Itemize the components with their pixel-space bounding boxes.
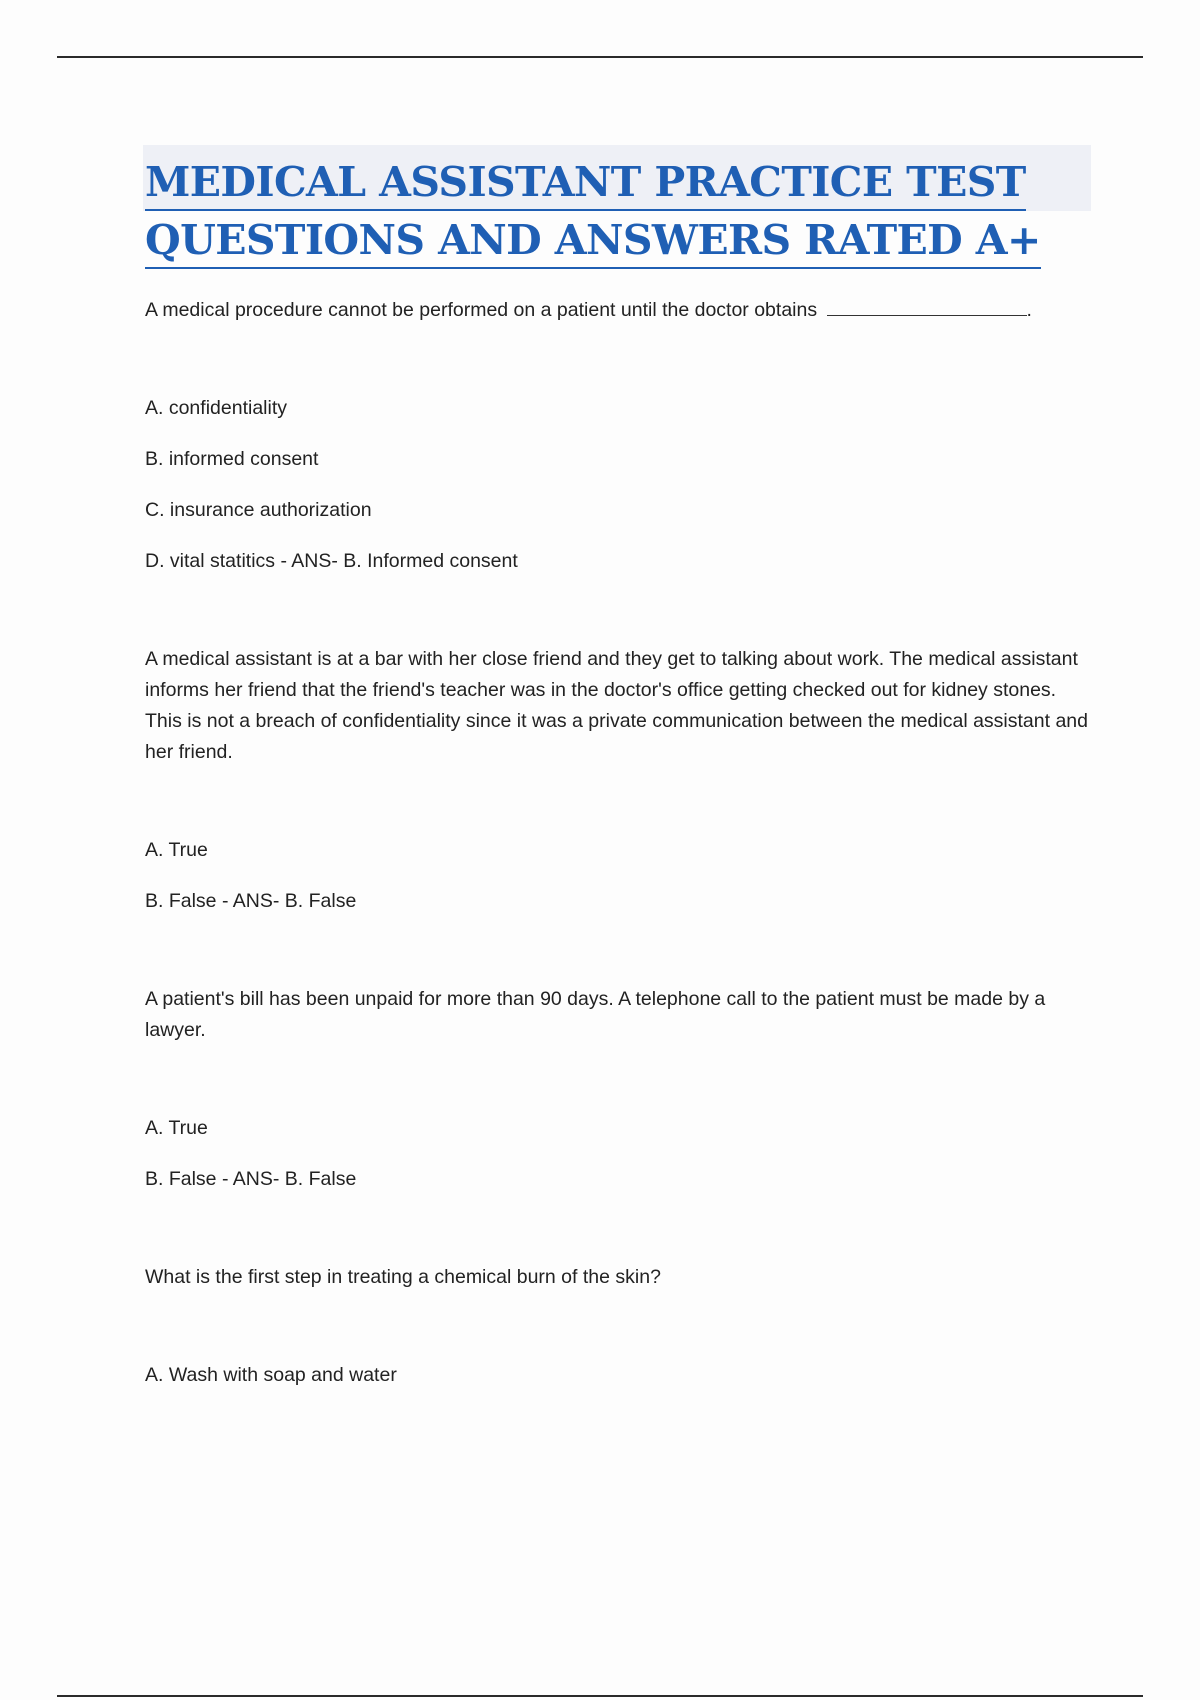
bottom-rule (57, 1695, 1143, 1697)
title-line-2: QUESTIONS AND ANSWERS RATED A+ (145, 215, 1041, 269)
question-3-text: A patient's bill has been unpaid for more than 90 days. A telephone call to the patient must be made by a lawyer. (145, 988, 1046, 1041)
answer-option: A. confidentiality (145, 397, 287, 419)
title-line-1: MEDICAL ASSISTANT PRACTICE TEST (145, 157, 1026, 211)
top-rule (57, 56, 1143, 58)
answer-blank (827, 297, 1027, 316)
question-2-text: A medical assistant is at a bar with her close friend and they get to talking about work. The medical assistant informs her friend that the friend's teacher was in the doctor's office getting checked out for kidney stones. This is not a breach of confidentiality since it was a private communication between the medical assistant and her friend. (145, 648, 1088, 763)
question-block-4 (145, 1262, 1090, 1391)
blank-suffix: . (1026, 299, 1032, 321)
answer-option: A. True (145, 839, 208, 861)
page-content (145, 145, 1090, 1391)
answer-option: B. False - ANS- B. False (145, 1168, 357, 1190)
question-4-text: What is the first step in treating a chemical burn of the skin? (145, 1266, 661, 1288)
answer-option: A. Wash with soap and water (145, 1364, 397, 1386)
question-1-text: A medical procedure cannot be performed on a patient until the doctor obtains (145, 299, 818, 321)
answer-option: D. vital statitics - ANS- B. Informed consent (145, 550, 518, 572)
question-block-2 (145, 644, 1090, 917)
question-block-1 (145, 295, 1090, 577)
question-text (145, 295, 1090, 326)
answer-option: C. insurance authorization (145, 499, 372, 521)
answer-option: A. True (145, 1117, 208, 1139)
document-title (145, 145, 1090, 269)
question-block-3 (145, 984, 1090, 1195)
answer-option: B. False - ANS- B. False (145, 890, 357, 912)
answer-option: B. informed consent (145, 448, 319, 470)
